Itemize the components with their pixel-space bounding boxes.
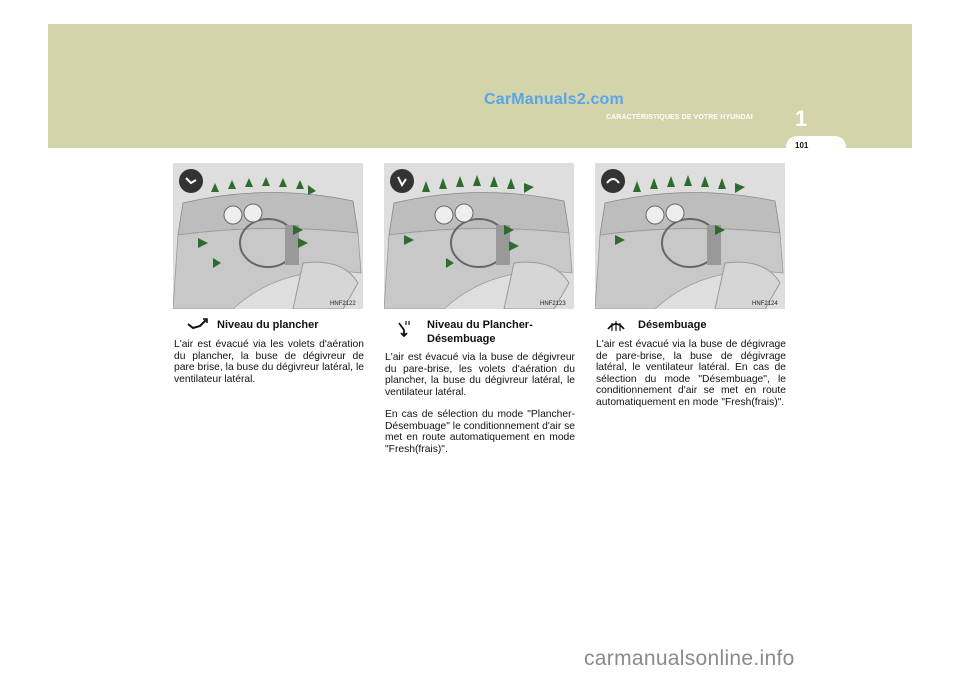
mode-title-line1: Niveau du Plancher- xyxy=(427,319,533,331)
page-number: 101 xyxy=(795,141,809,150)
defrost-icon xyxy=(605,317,627,335)
mode-badge-defrost xyxy=(601,169,625,193)
chapter-number: 1 xyxy=(795,106,808,131)
mode-title: Niveau du plancher xyxy=(217,319,319,331)
mode-description: L'air est évacué via la buse de dégivrage de pare-brise, la buse de dégivrage latéral, le ventilateur latéral. En cas de sélection du mode "Désembuage", le conditionnement d'air se met en route automatiquement en mode "Fresh(frais)". xyxy=(596,339,786,408)
dashboard-illustration-floor xyxy=(173,163,363,309)
figure-code: HNF2122 xyxy=(330,301,356,307)
floor-vent-icon xyxy=(186,316,208,334)
floor-defrost-icon xyxy=(393,319,415,337)
mode-title: Désembuage xyxy=(638,319,707,331)
mode-badge-floor-defrost xyxy=(390,169,414,193)
watermark-carmanuals2[interactable]: CarManuals2.com xyxy=(484,91,624,108)
mode-description-note: En cas de sélection du mode "Plancher-Désembuage" le conditionnement d'air se met en route automatiquement en mode "Fresh(frais)". xyxy=(385,409,575,455)
dashboard-illustration-defrost xyxy=(595,163,785,309)
watermark-carmanualsonline[interactable]: carmanualsonline.info xyxy=(584,647,795,670)
mode-title-line2: Désembuage xyxy=(427,333,496,345)
mode-badge-floor xyxy=(179,169,203,193)
header-band xyxy=(48,24,912,148)
mode-description: L'air est évacué via les volets d'aération du plancher, la buse de dégivreur de pare brise, la buse du dégivreur latéral, le ventilateur latéral. xyxy=(174,339,364,385)
figure-code: HNF2124 xyxy=(752,301,778,307)
section-title: CARACTÉRISTIQUES DE VOTRE HYUNDAI xyxy=(606,114,753,121)
dashboard-illustration-floor-defrost xyxy=(384,163,574,309)
mode-description: L'air est évacué via la buse de dégivreur du pare-brise, les volets d'aération du plancher, la buse du dégivreur latéral, le ventilateur latéral. xyxy=(385,352,575,398)
figure-code: HNF2123 xyxy=(540,301,566,307)
